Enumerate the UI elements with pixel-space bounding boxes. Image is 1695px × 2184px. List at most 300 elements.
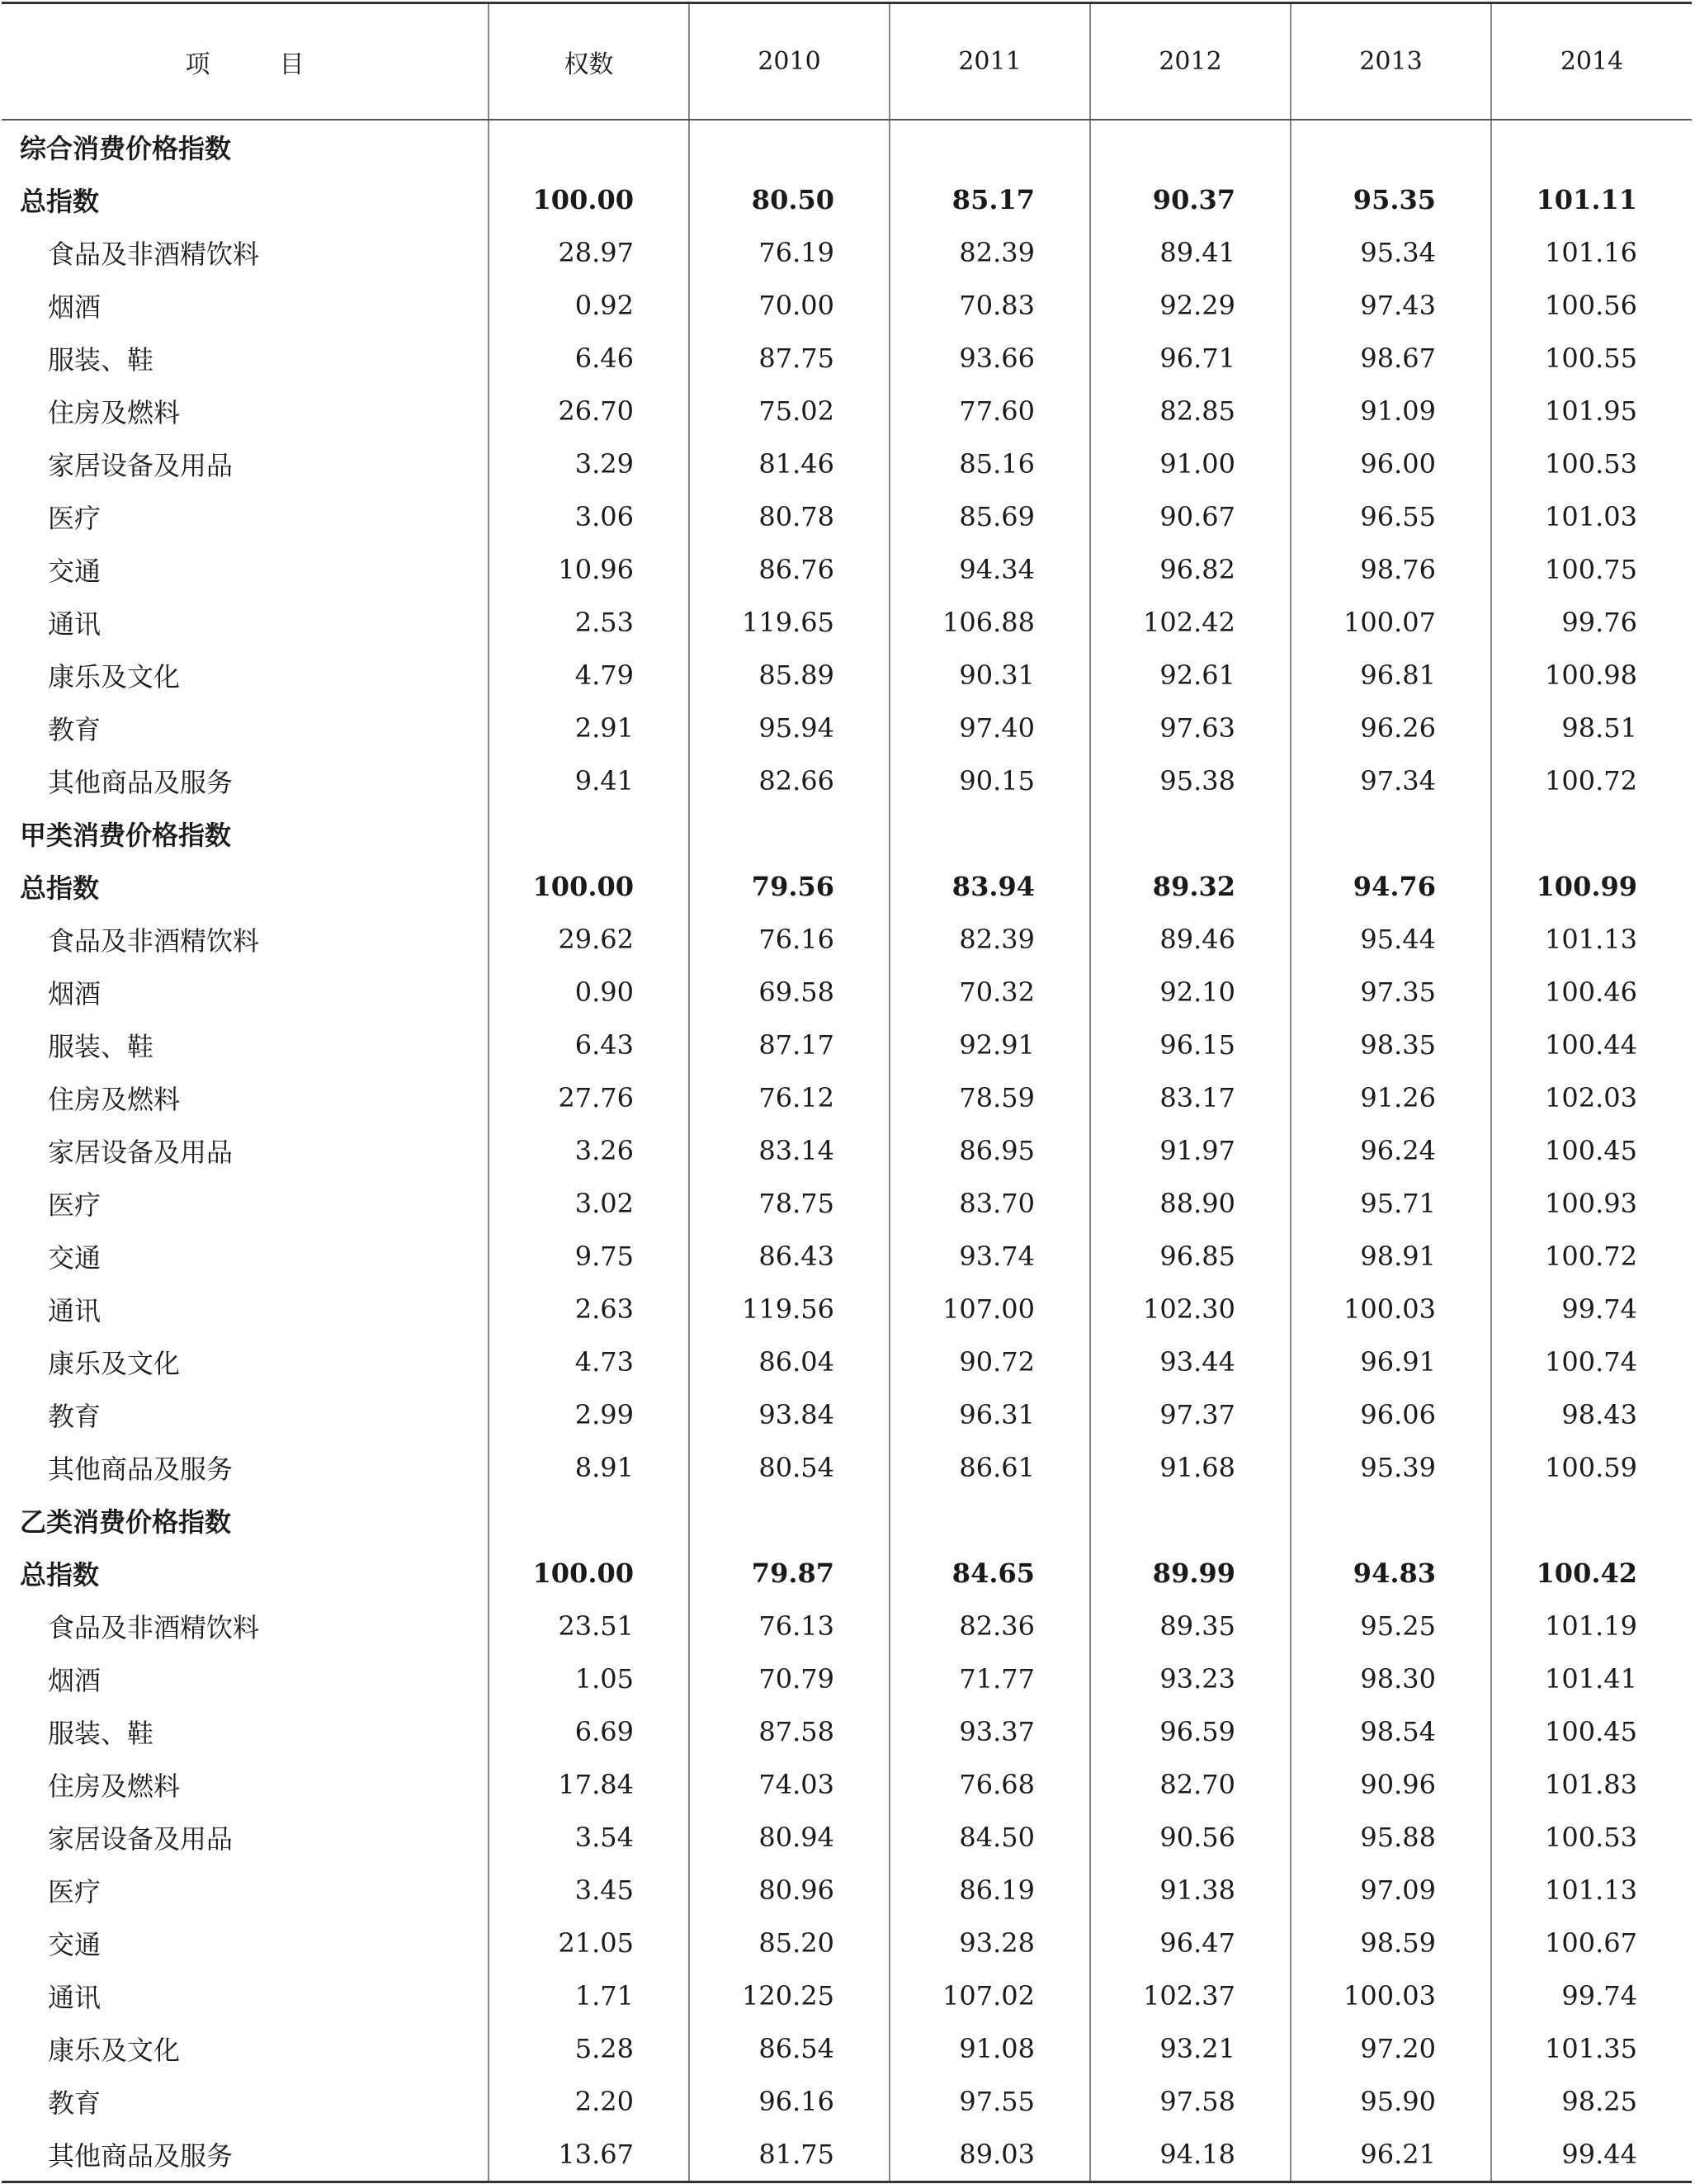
row-label: 食品及非酒精饮料 <box>48 239 260 270</box>
index-value-cell: 82.36 <box>890 1600 1090 1652</box>
weight-cell: 3.54 <box>489 1811 689 1864</box>
table-row <box>2 966 1692 1019</box>
index-value-cell: 97.40 <box>890 702 1090 754</box>
index-value-cell: 100.53 <box>1491 1811 1692 1864</box>
index-value-cell: 85.20 <box>689 1917 890 1969</box>
empty-cell <box>1291 120 1491 173</box>
index-value-cell: 94.83 <box>1291 1547 1491 1600</box>
table-body <box>2 120 1692 2182</box>
index-value-cell: 89.03 <box>890 2128 1090 2182</box>
row-label: 康乐及文化 <box>48 1348 181 1379</box>
index-value-cell: 80.94 <box>689 1811 890 1864</box>
index-value-cell: 96.91 <box>1291 1335 1491 1388</box>
table-row <box>2 1441 1692 1494</box>
index-value-cell: 85.17 <box>890 173 1090 226</box>
row-label: 家居设备及用品 <box>48 1823 234 1855</box>
index-value-cell: 80.78 <box>689 490 890 543</box>
index-value-cell: 91.09 <box>1291 385 1491 437</box>
index-value-cell: 76.19 <box>689 226 890 279</box>
table-row <box>2 279 1692 332</box>
index-value-cell: 97.55 <box>890 2075 1090 2128</box>
weight-cell: 100.00 <box>489 1547 689 1600</box>
index-value-cell: 91.08 <box>890 2022 1090 2075</box>
index-value-cell: 96.47 <box>1090 1917 1291 1969</box>
index-value-cell: 95.25 <box>1291 1600 1491 1652</box>
index-value-cell: 78.75 <box>689 1177 890 1230</box>
section-title: 乙类消费价格指数 <box>20 1506 232 1538</box>
index-value-cell: 89.35 <box>1090 1600 1291 1652</box>
index-value-cell: 98.91 <box>1291 1230 1491 1283</box>
empty-cell <box>689 1494 890 1547</box>
row-label: 康乐及文化 <box>48 661 181 693</box>
index-value-cell: 97.35 <box>1291 966 1491 1019</box>
empty-cell <box>1291 807 1491 860</box>
index-value-cell: 98.54 <box>1291 1705 1491 1758</box>
empty-cell <box>1491 1494 1692 1547</box>
table-row <box>2 1124 1692 1177</box>
header-weight: 权数 <box>489 3 689 121</box>
index-value-cell: 100.67 <box>1491 1917 1692 1969</box>
index-value-cell: 100.07 <box>1291 596 1491 649</box>
row-label: 食品及非酒精饮料 <box>48 925 260 957</box>
row-label: 教育 <box>48 1401 102 1432</box>
index-value-cell: 93.28 <box>890 1917 1090 1969</box>
index-value-cell: 98.30 <box>1291 1652 1491 1705</box>
index-value-cell: 96.26 <box>1291 702 1491 754</box>
index-value-cell: 100.59 <box>1491 1441 1692 1494</box>
index-value-cell: 97.20 <box>1291 2022 1491 2075</box>
index-value-cell: 83.14 <box>689 1124 890 1177</box>
row-label: 烟酒 <box>48 1665 102 1696</box>
index-value-cell: 87.17 <box>689 1019 890 1071</box>
index-value-cell: 92.61 <box>1090 649 1291 702</box>
weight-cell: 6.69 <box>489 1705 689 1758</box>
index-value-cell: 100.53 <box>1491 437 1692 490</box>
row-label: 其他商品及服务 <box>48 767 234 798</box>
index-value-cell: 96.81 <box>1291 649 1491 702</box>
weight-cell: 10.96 <box>489 543 689 596</box>
index-value-cell: 96.15 <box>1090 1019 1291 1071</box>
index-value-cell: 95.88 <box>1291 1811 1491 1864</box>
weight-cell: 26.70 <box>489 385 689 437</box>
header-year-2010: 2010 <box>689 3 890 121</box>
index-value-cell: 96.21 <box>1291 2128 1491 2182</box>
index-value-cell: 101.83 <box>1491 1758 1692 1811</box>
index-value-cell: 100.44 <box>1491 1019 1692 1071</box>
row-label: 服装、鞋 <box>48 1031 154 1062</box>
index-value-cell: 93.37 <box>890 1705 1090 1758</box>
index-value-cell: 83.94 <box>890 860 1090 913</box>
weight-cell: 6.46 <box>489 332 689 385</box>
index-value-cell: 85.16 <box>890 437 1090 490</box>
row-label: 总指数 <box>20 1559 100 1591</box>
index-value-cell: 83.70 <box>890 1177 1090 1230</box>
total-index-row <box>2 1547 1692 1600</box>
index-value-cell: 107.02 <box>890 1969 1090 2022</box>
table-row <box>2 1705 1692 1758</box>
weight-cell: 2.20 <box>489 2075 689 2128</box>
weight-cell: 100.00 <box>489 860 689 913</box>
index-value-cell: 100.42 <box>1491 1547 1692 1600</box>
index-value-cell: 96.06 <box>1291 1388 1491 1441</box>
index-value-cell: 120.25 <box>689 1969 890 2022</box>
table-row <box>2 1177 1692 1230</box>
index-value-cell: 81.75 <box>689 2128 890 2182</box>
index-value-cell: 95.35 <box>1291 173 1491 226</box>
index-value-cell: 82.70 <box>1090 1758 1291 1811</box>
index-value-cell: 82.39 <box>890 226 1090 279</box>
index-value-cell: 100.72 <box>1491 754 1692 807</box>
row-label: 康乐及文化 <box>48 2035 181 2066</box>
row-label: 通讯 <box>48 1982 102 2013</box>
table-row <box>2 1758 1692 1811</box>
index-value-cell: 101.41 <box>1491 1652 1692 1705</box>
weight-cell: 1.05 <box>489 1652 689 1705</box>
index-value-cell: 98.67 <box>1291 332 1491 385</box>
weight-cell: 6.43 <box>489 1019 689 1071</box>
index-value-cell: 90.15 <box>890 754 1090 807</box>
row-label: 教育 <box>48 714 102 745</box>
header-row <box>2 3 1692 121</box>
index-value-cell: 98.43 <box>1491 1388 1692 1441</box>
weight-cell: 4.73 <box>489 1335 689 1388</box>
row-label: 服装、鞋 <box>48 344 154 376</box>
index-value-cell: 95.94 <box>689 702 890 754</box>
index-value-cell: 101.13 <box>1491 913 1692 966</box>
table-row <box>2 385 1692 437</box>
index-value-cell: 89.32 <box>1090 860 1291 913</box>
empty-cell <box>1291 1494 1491 1547</box>
row-label: 烟酒 <box>48 978 102 1009</box>
index-value-cell: 86.43 <box>689 1230 890 1283</box>
index-value-cell: 97.43 <box>1291 279 1491 332</box>
weight-cell: 17.84 <box>489 1758 689 1811</box>
section-title: 甲类消费价格指数 <box>20 820 232 851</box>
index-value-cell: 102.37 <box>1090 1969 1291 2022</box>
index-value-cell: 95.39 <box>1291 1441 1491 1494</box>
index-value-cell: 101.03 <box>1491 490 1692 543</box>
index-value-cell: 98.35 <box>1291 1019 1491 1071</box>
index-value-cell: 89.46 <box>1090 913 1291 966</box>
empty-cell <box>1090 120 1291 173</box>
weight-cell: 21.05 <box>489 1917 689 1969</box>
header-item <box>2 3 489 121</box>
index-value-cell: 100.45 <box>1491 1124 1692 1177</box>
header-item-char-2: 目 <box>279 50 305 79</box>
row-label: 通讯 <box>48 1295 102 1326</box>
row-label: 其他商品及服务 <box>48 2140 234 2172</box>
weight-cell: 5.28 <box>489 2022 689 2075</box>
index-value-cell: 95.34 <box>1291 226 1491 279</box>
table-row <box>2 437 1692 490</box>
index-value-cell: 91.97 <box>1090 1124 1291 1177</box>
table-row <box>2 1283 1692 1335</box>
index-value-cell: 96.31 <box>890 1388 1090 1441</box>
index-value-cell: 102.03 <box>1491 1071 1692 1124</box>
weight-cell: 2.99 <box>489 1388 689 1441</box>
index-value-cell: 90.56 <box>1090 1811 1291 1864</box>
weight-cell: 9.41 <box>489 754 689 807</box>
total-index-row <box>2 173 1692 226</box>
index-value-cell: 82.39 <box>890 913 1090 966</box>
weight-cell: 1.71 <box>489 1969 689 2022</box>
index-value-cell: 106.88 <box>890 596 1090 649</box>
index-value-cell: 96.82 <box>1090 543 1291 596</box>
index-value-cell: 90.72 <box>890 1335 1090 1388</box>
table-row <box>2 1230 1692 1283</box>
table-row <box>2 1969 1692 2022</box>
index-value-cell: 80.54 <box>689 1441 890 1494</box>
table-row <box>2 649 1692 702</box>
empty-cell <box>1090 807 1291 860</box>
index-value-cell: 76.12 <box>689 1071 890 1124</box>
weight-cell: 2.91 <box>489 702 689 754</box>
weight-cell: 3.29 <box>489 437 689 490</box>
index-value-cell: 89.99 <box>1090 1547 1291 1600</box>
index-value-cell: 100.46 <box>1491 966 1692 1019</box>
weight-cell: 4.79 <box>489 649 689 702</box>
index-value-cell: 86.61 <box>890 1441 1090 1494</box>
index-value-cell: 102.30 <box>1090 1283 1291 1335</box>
table-row <box>2 1917 1692 1969</box>
table-row <box>2 1388 1692 1441</box>
index-value-cell: 87.75 <box>689 332 890 385</box>
index-value-cell: 84.65 <box>890 1547 1090 1600</box>
empty-cell <box>489 807 689 860</box>
row-label: 医疗 <box>48 1876 102 1907</box>
index-value-cell: 91.68 <box>1090 1441 1291 1494</box>
empty-cell <box>1090 1494 1291 1547</box>
index-value-cell: 77.60 <box>890 385 1090 437</box>
row-label: 医疗 <box>48 503 102 534</box>
index-value-cell: 101.11 <box>1491 173 1692 226</box>
empty-cell <box>890 1494 1090 1547</box>
weight-cell: 8.91 <box>489 1441 689 1494</box>
index-value-cell: 107.00 <box>890 1283 1090 1335</box>
table-row <box>2 2075 1692 2128</box>
index-value-cell: 98.59 <box>1291 1917 1491 1969</box>
section-header-row <box>2 1494 1692 1547</box>
table-row <box>2 1335 1692 1388</box>
index-value-cell: 100.03 <box>1291 1969 1491 2022</box>
table-row <box>2 1600 1692 1652</box>
index-value-cell: 96.71 <box>1090 332 1291 385</box>
row-label: 总指数 <box>20 872 100 904</box>
row-label: 教育 <box>48 2087 102 2119</box>
index-value-cell: 94.34 <box>890 543 1090 596</box>
index-value-cell: 100.56 <box>1491 279 1692 332</box>
index-value-cell: 100.03 <box>1291 1283 1491 1335</box>
cpi-table <box>2 2 1692 2183</box>
index-value-cell: 92.29 <box>1090 279 1291 332</box>
index-value-cell: 76.68 <box>890 1758 1090 1811</box>
empty-cell <box>689 807 890 860</box>
index-value-cell: 96.24 <box>1291 1124 1491 1177</box>
index-value-cell: 86.76 <box>689 543 890 596</box>
weight-cell: 28.97 <box>489 226 689 279</box>
index-value-cell: 97.34 <box>1291 754 1491 807</box>
index-value-cell: 98.25 <box>1491 2075 1692 2128</box>
row-label: 住房及燃料 <box>48 1770 181 1802</box>
index-value-cell: 100.93 <box>1491 1177 1692 1230</box>
index-value-cell: 70.83 <box>890 279 1090 332</box>
row-label: 其他商品及服务 <box>48 1454 234 1485</box>
index-value-cell: 71.77 <box>890 1652 1090 1705</box>
header-year-2014: 2014 <box>1491 3 1692 121</box>
weight-cell: 27.76 <box>489 1071 689 1124</box>
index-value-cell: 78.59 <box>890 1071 1090 1124</box>
index-value-cell: 87.58 <box>689 1705 890 1758</box>
row-label: 交通 <box>48 1242 102 1274</box>
empty-cell <box>689 120 890 173</box>
weight-cell: 3.26 <box>489 1124 689 1177</box>
index-value-cell: 86.54 <box>689 2022 890 2075</box>
row-label: 交通 <box>48 555 102 587</box>
index-value-cell: 93.21 <box>1090 2022 1291 2075</box>
index-value-cell: 89.41 <box>1090 226 1291 279</box>
index-value-cell: 90.37 <box>1090 173 1291 226</box>
index-value-cell: 99.74 <box>1491 1283 1692 1335</box>
index-value-cell: 119.56 <box>689 1283 890 1335</box>
index-value-cell: 101.13 <box>1491 1864 1692 1917</box>
index-value-cell: 99.44 <box>1491 2128 1692 2182</box>
weight-cell: 2.53 <box>489 596 689 649</box>
table-row <box>2 2022 1692 2075</box>
total-index-row <box>2 860 1692 913</box>
index-value-cell: 100.45 <box>1491 1705 1692 1758</box>
table-row <box>2 596 1692 649</box>
index-value-cell: 100.98 <box>1491 649 1692 702</box>
index-value-cell: 80.50 <box>689 173 890 226</box>
index-value-cell: 96.59 <box>1090 1705 1291 1758</box>
empty-cell <box>890 120 1090 173</box>
table-row <box>2 490 1692 543</box>
index-value-cell: 93.74 <box>890 1230 1090 1283</box>
empty-cell <box>890 807 1090 860</box>
index-value-cell: 76.13 <box>689 1600 890 1652</box>
index-value-cell: 93.44 <box>1090 1335 1291 1388</box>
weight-cell: 3.06 <box>489 490 689 543</box>
header-year-2012: 2012 <box>1090 3 1291 121</box>
index-value-cell: 85.69 <box>890 490 1090 543</box>
index-value-cell: 83.17 <box>1090 1071 1291 1124</box>
index-value-cell: 95.44 <box>1291 913 1491 966</box>
index-value-cell: 95.71 <box>1291 1177 1491 1230</box>
weight-cell: 9.75 <box>489 1230 689 1283</box>
index-value-cell: 82.66 <box>689 754 890 807</box>
table-header <box>2 3 1692 121</box>
index-value-cell: 76.16 <box>689 913 890 966</box>
table-row <box>2 1652 1692 1705</box>
row-label: 交通 <box>48 1929 102 1960</box>
index-value-cell: 86.19 <box>890 1864 1090 1917</box>
table-row <box>2 1071 1692 1124</box>
empty-cell <box>489 120 689 173</box>
index-value-cell: 85.89 <box>689 649 890 702</box>
index-value-cell: 92.91 <box>890 1019 1090 1071</box>
weight-cell: 23.51 <box>489 1600 689 1652</box>
table-row <box>2 543 1692 596</box>
index-value-cell: 97.37 <box>1090 1388 1291 1441</box>
row-label: 住房及燃料 <box>48 1084 181 1115</box>
table-row <box>2 1811 1692 1864</box>
weight-cell: 3.45 <box>489 1864 689 1917</box>
index-value-cell: 93.66 <box>890 332 1090 385</box>
row-label: 食品及非酒精饮料 <box>48 1612 260 1643</box>
index-value-cell: 96.85 <box>1090 1230 1291 1283</box>
index-value-cell: 90.96 <box>1291 1758 1491 1811</box>
weight-cell: 0.92 <box>489 279 689 332</box>
header-year-2013: 2013 <box>1291 3 1491 121</box>
header-year-2011: 2011 <box>890 3 1090 121</box>
index-value-cell: 74.03 <box>689 1758 890 1811</box>
index-value-cell: 92.10 <box>1090 966 1291 1019</box>
table-row <box>2 2128 1692 2182</box>
index-value-cell: 99.74 <box>1491 1969 1692 2022</box>
index-value-cell: 100.74 <box>1491 1335 1692 1388</box>
row-label: 住房及燃料 <box>48 397 181 428</box>
index-value-cell: 70.00 <box>689 279 890 332</box>
row-label: 医疗 <box>48 1189 102 1221</box>
table-row <box>2 226 1692 279</box>
weight-cell: 2.63 <box>489 1283 689 1335</box>
index-value-cell: 100.55 <box>1491 332 1692 385</box>
table-row <box>2 1019 1692 1071</box>
table-row <box>2 913 1692 966</box>
index-value-cell: 96.00 <box>1291 437 1491 490</box>
weight-cell: 100.00 <box>489 173 689 226</box>
index-value-cell: 97.58 <box>1090 2075 1291 2128</box>
row-label: 通讯 <box>48 608 102 640</box>
section-title: 综合消费价格指数 <box>20 133 232 164</box>
index-value-cell: 98.76 <box>1291 543 1491 596</box>
index-value-cell: 100.75 <box>1491 543 1692 596</box>
row-label: 总指数 <box>20 186 100 217</box>
index-value-cell: 100.72 <box>1491 1230 1692 1283</box>
index-value-cell: 82.85 <box>1090 385 1291 437</box>
index-value-cell: 79.56 <box>689 860 890 913</box>
row-label: 家居设备及用品 <box>48 450 234 481</box>
index-value-cell: 96.16 <box>689 2075 890 2128</box>
header-item-char-1: 项 <box>185 50 210 79</box>
index-value-cell: 119.65 <box>689 596 890 649</box>
index-value-cell: 101.35 <box>1491 2022 1692 2075</box>
index-value-cell: 90.67 <box>1090 490 1291 543</box>
index-value-cell: 86.04 <box>689 1335 890 1388</box>
empty-cell <box>1491 807 1692 860</box>
index-value-cell: 88.90 <box>1090 1177 1291 1230</box>
index-value-cell: 75.02 <box>689 385 890 437</box>
index-value-cell: 101.16 <box>1491 226 1692 279</box>
index-value-cell: 70.32 <box>890 966 1090 1019</box>
index-value-cell: 93.23 <box>1090 1652 1291 1705</box>
table-row <box>2 754 1692 807</box>
index-value-cell: 86.95 <box>890 1124 1090 1177</box>
empty-cell <box>489 1494 689 1547</box>
index-value-cell: 79.87 <box>689 1547 890 1600</box>
index-value-cell: 102.42 <box>1090 596 1291 649</box>
weight-cell: 29.62 <box>489 913 689 966</box>
index-value-cell: 94.76 <box>1291 860 1491 913</box>
index-value-cell: 91.00 <box>1090 437 1291 490</box>
index-value-cell: 101.19 <box>1491 1600 1692 1652</box>
index-value-cell: 98.51 <box>1491 702 1692 754</box>
row-label: 服装、鞋 <box>48 1718 154 1749</box>
section-header-row <box>2 120 1692 173</box>
index-value-cell: 99.76 <box>1491 596 1692 649</box>
weight-cell: 0.90 <box>489 966 689 1019</box>
index-value-cell: 96.55 <box>1291 490 1491 543</box>
